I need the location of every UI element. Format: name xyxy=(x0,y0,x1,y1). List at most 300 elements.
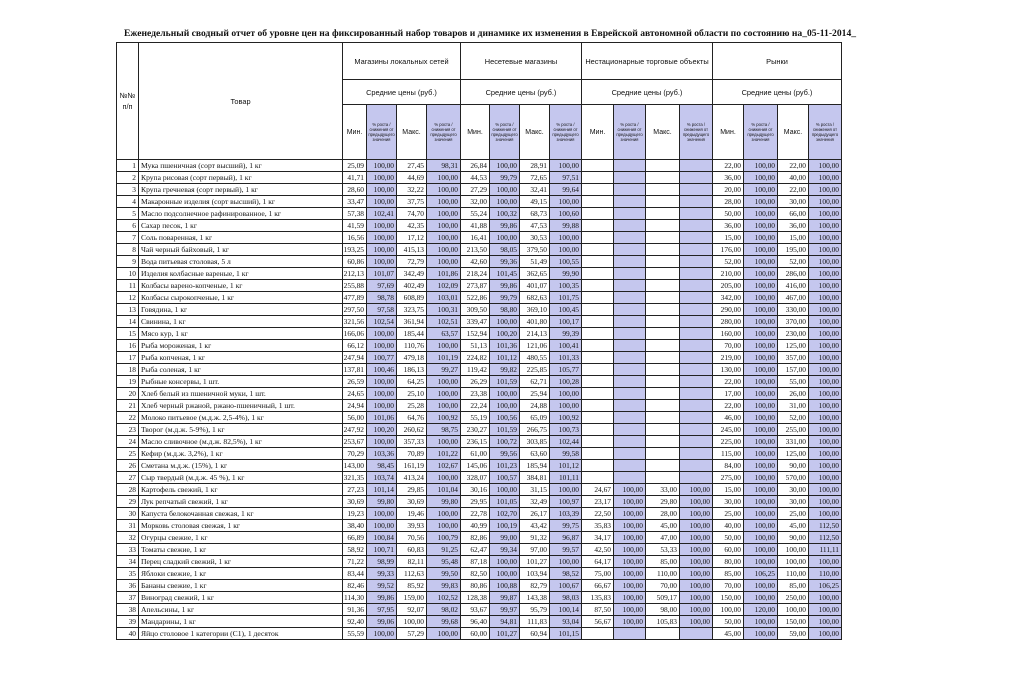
pct-change-cell: 95,48 xyxy=(427,556,461,568)
min-price-cell: 60,00 xyxy=(713,544,744,556)
max-price-cell: 100,00 xyxy=(778,604,809,616)
pct-change-cell xyxy=(680,232,713,244)
max-price-cell: 15,00 xyxy=(778,232,809,244)
max-header: Макс. xyxy=(778,105,809,160)
row-number: 31 xyxy=(117,520,139,532)
pct-change-cell xyxy=(614,160,646,172)
min-price-cell: 55,19 xyxy=(461,412,490,424)
max-price-cell: 357,33 xyxy=(397,436,427,448)
pct-change-cell: 100,00 xyxy=(809,208,842,220)
min-price-cell xyxy=(582,400,614,412)
pct-change-cell: 99,50 xyxy=(427,568,461,580)
table-row xyxy=(117,460,842,472)
min-price-cell: 85,00 xyxy=(713,568,744,580)
max-price-cell: 362,65 xyxy=(520,268,550,280)
max-price-cell: 479,18 xyxy=(397,352,427,364)
min-price-cell: 64,17 xyxy=(582,556,614,568)
row-number: 36 xyxy=(117,580,139,592)
pct-change-cell: 97,95 xyxy=(367,604,397,616)
pct-change-cell: 98,99 xyxy=(367,556,397,568)
max-price-cell: 323,75 xyxy=(397,304,427,316)
pct-change-cell: 101,19 xyxy=(427,352,461,364)
max-price-cell: 28,91 xyxy=(520,160,550,172)
pct-change-cell: 99,80 xyxy=(367,496,397,508)
pct-change-cell: 100,00 xyxy=(614,520,646,532)
pct-change-cell: 94,81 xyxy=(490,616,520,628)
row-number: 37 xyxy=(117,592,139,604)
min-price-cell: 83,44 xyxy=(343,568,367,580)
table-row xyxy=(117,196,842,208)
pct-change-cell: 99,79 xyxy=(490,172,520,184)
min-price-cell: 96,40 xyxy=(461,616,490,628)
min-price-cell: 115,00 xyxy=(713,448,744,460)
min-price-cell xyxy=(582,364,614,376)
max-price-cell xyxy=(646,244,680,256)
product-name: Мандарины, 1 кг xyxy=(139,616,343,628)
pct-change-cell: 100,00 xyxy=(744,316,778,328)
row-number: 13 xyxy=(117,304,139,316)
product-name: Творог (м.д.ж. 5-9%), 1 кг xyxy=(139,424,343,436)
max-price-cell xyxy=(646,472,680,484)
min-price-cell: 230,27 xyxy=(461,424,490,436)
row-number: 30 xyxy=(117,508,139,520)
pct-change-cell: 100,00 xyxy=(550,388,582,400)
pct-change-cell xyxy=(614,244,646,256)
pct-change-cell: 99,88 xyxy=(550,220,582,232)
min-price-cell: 22,50 xyxy=(582,508,614,520)
max-price-cell: 68,73 xyxy=(520,208,550,220)
min-price-cell: 66,89 xyxy=(343,532,367,544)
min-price-cell: 36,00 xyxy=(713,220,744,232)
max-price-cell: 303,85 xyxy=(520,436,550,448)
table-row xyxy=(117,340,842,352)
group-header-markets: Рынки xyxy=(713,43,842,80)
min-price-cell xyxy=(582,448,614,460)
min-price-cell: 44,53 xyxy=(461,172,490,184)
table-row xyxy=(117,436,842,448)
pct-change-cell: 100,00 xyxy=(490,196,520,208)
min-price-cell: 50,00 xyxy=(713,208,744,220)
min-price-cell: 212,13 xyxy=(343,268,367,280)
max-price-cell: 159,00 xyxy=(397,592,427,604)
table-row xyxy=(117,532,842,544)
row-number: 7 xyxy=(117,232,139,244)
pct-change-cell: 101,07 xyxy=(367,268,397,280)
min-header: Мин. xyxy=(582,105,614,160)
product-name: Рыба соленая, 1 кг xyxy=(139,364,343,376)
pct-change-cell: 100,00 xyxy=(744,268,778,280)
product-name: Молоко питьевое (м.д.ж. 2,5-4%), 1 кг xyxy=(139,412,343,424)
pct-change-cell xyxy=(680,208,713,220)
max-price-cell: 62,71 xyxy=(520,376,550,388)
max-price-cell: 342,49 xyxy=(397,268,427,280)
pct-change-cell: 100,00 xyxy=(550,244,582,256)
max-price-cell: 28,00 xyxy=(646,508,680,520)
pct-change-cell: 100,00 xyxy=(680,496,713,508)
min-price-cell xyxy=(582,460,614,472)
max-price-cell: 92,07 xyxy=(397,604,427,616)
table-row xyxy=(117,232,842,244)
max-price-cell xyxy=(646,328,680,340)
max-price-cell: 53,33 xyxy=(646,544,680,556)
table-row xyxy=(117,304,842,316)
pct-change-cell: 100,00 xyxy=(744,448,778,460)
min-price-cell: 50,00 xyxy=(713,616,744,628)
max-price-cell: 103,94 xyxy=(520,568,550,580)
row-number: 12 xyxy=(117,292,139,304)
pct-change-cell: 101,33 xyxy=(550,352,582,364)
pct-change-cell: 100,00 xyxy=(809,280,842,292)
pct-change-cell: 100,00 xyxy=(809,592,842,604)
max-price-cell xyxy=(646,424,680,436)
pct-change-cell xyxy=(614,340,646,352)
min-price-cell: 24,94 xyxy=(343,400,367,412)
max-header: Макс. xyxy=(397,105,427,160)
min-price-cell: 24,67 xyxy=(582,484,614,496)
pct-change-cell: 99,27 xyxy=(427,364,461,376)
max-price-cell: 42,35 xyxy=(397,220,427,232)
product-name: Мясо кур, 1 кг xyxy=(139,328,343,340)
max-price-cell: 570,00 xyxy=(778,472,809,484)
min-price-cell: 253,67 xyxy=(343,436,367,448)
max-price-cell xyxy=(646,196,680,208)
pct-change-cell xyxy=(614,448,646,460)
min-price-cell: 143,00 xyxy=(343,460,367,472)
pct-change-cell: 100,00 xyxy=(427,232,461,244)
product-name: Картофель свежий, 1 кг xyxy=(139,484,343,496)
min-price-cell: 255,88 xyxy=(343,280,367,292)
max-price-cell: 100,00 xyxy=(397,616,427,628)
min-price-cell xyxy=(582,412,614,424)
min-price-cell: 33,47 xyxy=(343,196,367,208)
row-number: 38 xyxy=(117,604,139,616)
product-name: Изделия колбасные вареные, 1 кг xyxy=(139,268,343,280)
pct-change-cell: 100,57 xyxy=(490,472,520,484)
table-row xyxy=(117,172,842,184)
row-number: 5 xyxy=(117,208,139,220)
pct-change-cell xyxy=(614,292,646,304)
max-price-cell: 27,45 xyxy=(397,160,427,172)
pct-change-cell: 100,00 xyxy=(744,340,778,352)
min-price-cell: 25,00 xyxy=(713,508,744,520)
pct-change-cell: 100,00 xyxy=(614,604,646,616)
pct-change-cell: 99,90 xyxy=(550,268,582,280)
avg-price-header: Средние цены (руб.) xyxy=(582,80,713,105)
pct-change-cell xyxy=(614,328,646,340)
pct-change-cell: 102,67 xyxy=(427,460,461,472)
min-price-cell: 26,29 xyxy=(461,376,490,388)
max-price-cell: 195,00 xyxy=(778,244,809,256)
row-number: 27 xyxy=(117,472,139,484)
pct-change-cell: 102,51 xyxy=(427,316,461,328)
pct-change-cell: 100,20 xyxy=(490,328,520,340)
table-row xyxy=(117,400,842,412)
min-price-cell: 23,17 xyxy=(582,496,614,508)
pct-change-cell: 100,00 xyxy=(744,160,778,172)
row-number: 15 xyxy=(117,328,139,340)
pct-change-cell: 100,00 xyxy=(550,556,582,568)
product-name: Апельсины, 1 кг xyxy=(139,604,343,616)
pct-change-cell: 100,00 xyxy=(427,388,461,400)
avg-price-header: Средние цены (руб.) xyxy=(713,80,842,105)
pct-change-cell: 102,41 xyxy=(367,208,397,220)
pct-change-cell: 98,80 xyxy=(490,304,520,316)
pct-change-cell: 91,25 xyxy=(427,544,461,556)
min-price-cell: 135,83 xyxy=(582,592,614,604)
max-price-cell xyxy=(646,436,680,448)
min-price-cell: 342,00 xyxy=(713,292,744,304)
min-price-cell: 205,00 xyxy=(713,280,744,292)
min-price-cell xyxy=(582,436,614,448)
product-name: Сметана м.д.ж. (15%), 1 кг xyxy=(139,460,343,472)
pct-change-cell xyxy=(614,280,646,292)
pct-change-cell: 100,41 xyxy=(550,340,582,352)
min-price-cell xyxy=(582,304,614,316)
pct-change-cell: 100,00 xyxy=(809,616,842,628)
pct-change-cell: 100,00 xyxy=(680,556,713,568)
max-price-cell xyxy=(646,208,680,220)
pct-change-cell: 100,46 xyxy=(367,364,397,376)
table-row xyxy=(117,616,842,628)
max-price-cell: 608,89 xyxy=(397,292,427,304)
avg-price-header: Средние цены (руб.) xyxy=(343,80,461,105)
min-price-cell: 70,29 xyxy=(343,448,367,460)
min-price-cell: 321,56 xyxy=(343,316,367,328)
min-price-cell: 82,50 xyxy=(461,568,490,580)
pct-change-cell: 100,00 xyxy=(744,244,778,256)
pct-change-cell xyxy=(680,376,713,388)
pct-change-cell: 99,39 xyxy=(550,328,582,340)
table-row xyxy=(117,508,842,520)
pct-change-cell: 100,00 xyxy=(744,232,778,244)
pct-change-cell xyxy=(680,352,713,364)
pct-change-cell: 100,00 xyxy=(367,196,397,208)
max-price-cell: 44,69 xyxy=(397,172,427,184)
pct-change-cell: 100,00 xyxy=(809,196,842,208)
min-price-cell xyxy=(582,340,614,352)
min-price-cell: 66,12 xyxy=(343,340,367,352)
table-row xyxy=(117,160,842,172)
pct-change-cell: 100,00 xyxy=(490,568,520,580)
pct-change-cell: 100,00 xyxy=(809,472,842,484)
min-price-cell: 22,00 xyxy=(713,400,744,412)
pct-change-cell: 100,35 xyxy=(550,280,582,292)
max-price-cell: 111,83 xyxy=(520,616,550,628)
table-row xyxy=(117,208,842,220)
product-name: Хлеб белый из пшеничной муки, 1 шт. xyxy=(139,388,343,400)
pct-change-cell: 98,52 xyxy=(550,568,582,580)
avg-price-header: Средние цены (руб.) xyxy=(461,80,582,105)
max-price-cell xyxy=(646,316,680,328)
min-price-cell: 522,86 xyxy=(461,292,490,304)
pct-change-cell: 100,00 xyxy=(809,424,842,436)
pct-change-cell: 100,00 xyxy=(744,628,778,640)
max-price-cell xyxy=(646,364,680,376)
pct-change-cell xyxy=(680,244,713,256)
pct-change-cell: 100,00 xyxy=(744,256,778,268)
pct-change-cell: 100,00 xyxy=(490,400,520,412)
pct-change-cell: 98,75 xyxy=(427,424,461,436)
product-name: Вода питьевая столовая, 5 л xyxy=(139,256,343,268)
row-number: 32 xyxy=(117,532,139,544)
pct-change-cell: 100,00 xyxy=(809,172,842,184)
max-price-cell xyxy=(646,400,680,412)
pct-change-cell: 99,86 xyxy=(367,592,397,604)
pct-change-cell: 100,00 xyxy=(744,472,778,484)
min-price-cell xyxy=(582,388,614,400)
min-price-cell: 236,15 xyxy=(461,436,490,448)
min-price-cell: 51,13 xyxy=(461,340,490,352)
row-number: 17 xyxy=(117,352,139,364)
product-name: Перец сладкий свежий, 1 кг xyxy=(139,556,343,568)
pct-change-cell: 100,00 xyxy=(680,532,713,544)
max-price-cell: 39,93 xyxy=(397,520,427,532)
pct-change-cell: 100,00 xyxy=(744,436,778,448)
row-number: 39 xyxy=(117,616,139,628)
max-price-cell: 413,24 xyxy=(397,472,427,484)
pct-change-cell xyxy=(614,268,646,280)
max-price-cell: 260,62 xyxy=(397,424,427,436)
product-name: Говядина, 1 кг xyxy=(139,304,343,316)
pct-change-cell: 97,58 xyxy=(367,304,397,316)
pct-change-cell: 100,00 xyxy=(744,424,778,436)
max-price-cell: 51,49 xyxy=(520,256,550,268)
min-price-cell: 166,06 xyxy=(343,328,367,340)
max-header: Макс. xyxy=(646,105,680,160)
pct-change-cell: 100,00 xyxy=(809,232,842,244)
max-price-cell: 90,00 xyxy=(778,460,809,472)
min-price-cell: 55,59 xyxy=(343,628,367,640)
max-price-cell xyxy=(646,268,680,280)
max-price-cell xyxy=(646,280,680,292)
table-row xyxy=(117,328,842,340)
min-price-cell: 45,00 xyxy=(713,628,744,640)
min-price-cell: 210,00 xyxy=(713,268,744,280)
pct-change-cell: 100,00 xyxy=(744,352,778,364)
min-price-cell: 82,46 xyxy=(343,580,367,592)
min-price-cell: 46,00 xyxy=(713,412,744,424)
min-price-cell: 40,99 xyxy=(461,520,490,532)
max-price-cell: 37,75 xyxy=(397,196,427,208)
min-price-cell: 152,94 xyxy=(461,328,490,340)
header-row-groups xyxy=(117,43,842,80)
max-price-cell: 90,00 xyxy=(778,532,809,544)
pct-change-cell xyxy=(680,388,713,400)
max-price-cell xyxy=(646,628,680,640)
max-price-cell: 30,00 xyxy=(778,484,809,496)
max-price-cell: 72,79 xyxy=(397,256,427,268)
max-price-cell: 32,22 xyxy=(397,184,427,196)
pct-change-cell: 100,00 xyxy=(680,544,713,556)
max-price-cell: 357,00 xyxy=(778,352,809,364)
pct-change-cell xyxy=(680,172,713,184)
max-price-cell: 17,12 xyxy=(397,232,427,244)
min-price-cell: 61,00 xyxy=(461,448,490,460)
table-row xyxy=(117,412,842,424)
max-price-cell: 74,70 xyxy=(397,208,427,220)
table-row xyxy=(117,496,842,508)
table-row xyxy=(117,592,842,604)
max-price-cell: 24,88 xyxy=(520,400,550,412)
pct-change-cell: 100,00 xyxy=(427,520,461,532)
min-price-cell xyxy=(582,196,614,208)
min-price-cell: 28,00 xyxy=(713,196,744,208)
min-price-cell: 84,00 xyxy=(713,460,744,472)
pct-change-cell: 100,72 xyxy=(490,436,520,448)
pct-change-cell: 100,00 xyxy=(809,376,842,388)
max-price-cell: 72,65 xyxy=(520,172,550,184)
min-price-cell: 280,00 xyxy=(713,316,744,328)
min-price-cell: 290,00 xyxy=(713,304,744,316)
min-price-cell: 50,00 xyxy=(713,532,744,544)
pct-change-cell: 100,84 xyxy=(367,532,397,544)
pct-change-cell: 103,36 xyxy=(367,448,397,460)
pct-change-cell: 100,00 xyxy=(744,172,778,184)
min-price-cell: 224,82 xyxy=(461,352,490,364)
price-table xyxy=(116,42,842,640)
min-price-cell: 119,42 xyxy=(461,364,490,376)
pct-change-cell: 100,00 xyxy=(490,184,520,196)
pct-change-cell xyxy=(614,304,646,316)
pct-change-cell: 112,50 xyxy=(809,520,842,532)
pct-change-cell: 101,14 xyxy=(367,484,397,496)
pct-change-cell: 100,00 xyxy=(614,508,646,520)
min-price-cell: 42,50 xyxy=(582,544,614,556)
min-price-cell: 41,59 xyxy=(343,220,367,232)
min-price-cell: 15,00 xyxy=(713,232,744,244)
max-price-cell: 85,00 xyxy=(778,580,809,592)
row-number: 23 xyxy=(117,424,139,436)
min-price-cell: 62,47 xyxy=(461,544,490,556)
min-price-cell: 55,24 xyxy=(461,208,490,220)
pct-change-cell: 100,00 xyxy=(809,604,842,616)
min-price-cell xyxy=(582,316,614,328)
pct-change-cell: 100,00 xyxy=(809,436,842,448)
pct-change-cell: 100,00 xyxy=(367,520,397,532)
pct-change-cell: 101,59 xyxy=(490,376,520,388)
table-row xyxy=(117,280,842,292)
min-price-cell: 22,00 xyxy=(713,160,744,172)
max-price-cell: 185,94 xyxy=(520,460,550,472)
min-price-cell: 82,86 xyxy=(461,532,490,544)
max-price-cell: 480,55 xyxy=(520,352,550,364)
max-price-cell xyxy=(646,460,680,472)
pct-change-cell: 99,97 xyxy=(490,604,520,616)
max-price-cell: 121,06 xyxy=(520,340,550,352)
max-price-cell: 70,00 xyxy=(646,580,680,592)
pct-change-cell xyxy=(680,160,713,172)
row-number: 21 xyxy=(117,400,139,412)
pct-change-cell xyxy=(680,448,713,460)
product-name: Соль поваренная, 1 кг xyxy=(139,232,343,244)
max-price-cell: 45,00 xyxy=(778,520,809,532)
pct-change-cell xyxy=(680,256,713,268)
min-header: Мин. xyxy=(713,105,744,160)
pct-change-cell xyxy=(614,316,646,328)
pct-change-cell: 101,59 xyxy=(490,424,520,436)
pct-change-cell: 100,20 xyxy=(367,424,397,436)
max-price-cell xyxy=(646,184,680,196)
product-name: Кефир (м.д.ж. 3,2%), 1 кг xyxy=(139,448,343,460)
max-price-cell: 105,83 xyxy=(646,616,680,628)
min-price-cell: 38,40 xyxy=(343,520,367,532)
pct-change-cell: 100,00 xyxy=(550,232,582,244)
pct-change-cell: 99,79 xyxy=(490,292,520,304)
table-row xyxy=(117,292,842,304)
row-number: 26 xyxy=(117,460,139,472)
pct-change-cell: 100,45 xyxy=(550,304,582,316)
product-name: Хлеб черный ржаной, ржано-пшеничный, 1 шт. xyxy=(139,400,343,412)
